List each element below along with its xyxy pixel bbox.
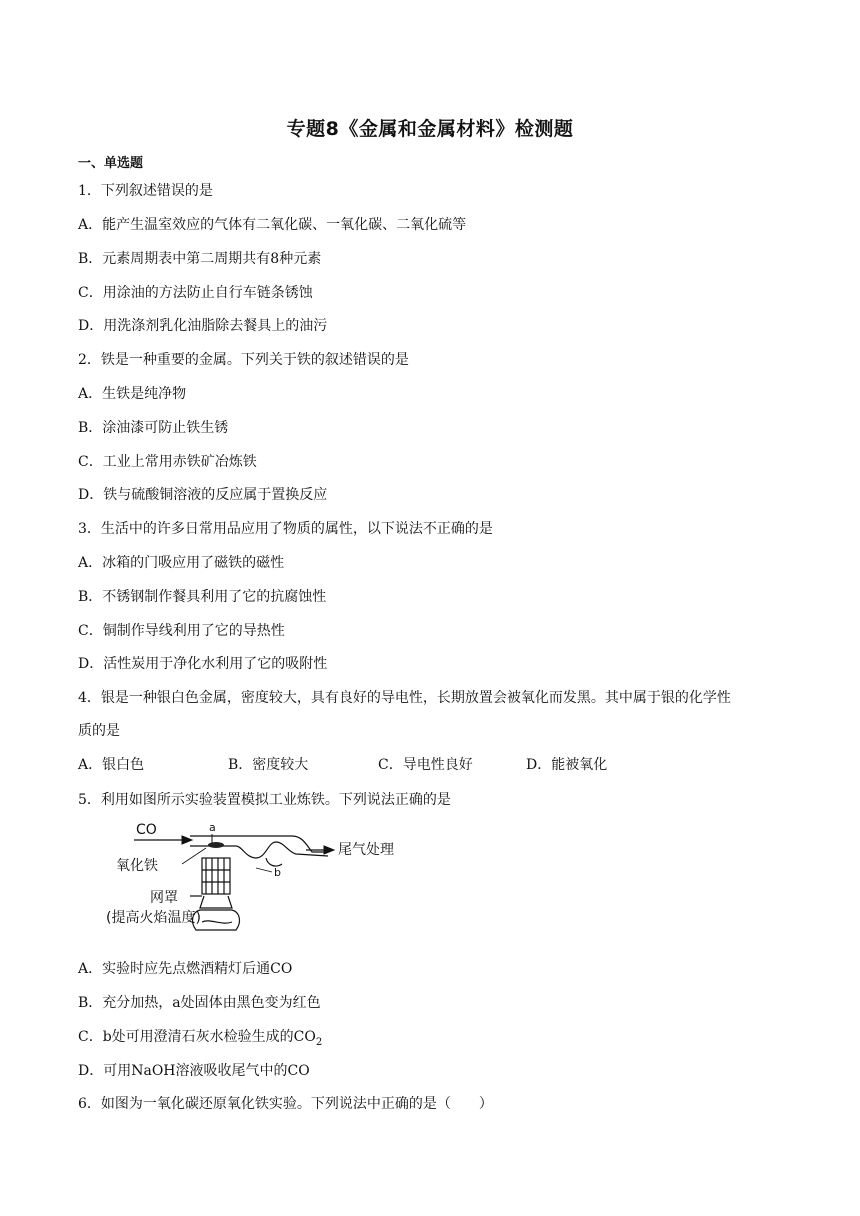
net-label: 网罩	[150, 890, 178, 906]
option-c: C．用涂油的方法防止自行车链条锈蚀	[78, 285, 313, 301]
pointer-b	[256, 868, 272, 872]
question-stem: 6．如图为一氧化碳还原氧化铁实验。下列说法中正确的是（ ）	[78, 1096, 493, 1112]
question-stem: 4．银是一种银白色金属，密度较大，具有良好的导电性，长期放置会被氧化而发黑。其中属于银的化学性	[78, 690, 731, 706]
option-a: A．实验时应先点燃酒精灯后通CO	[78, 961, 293, 977]
flame-label: (提高火焰温度)	[106, 910, 201, 926]
glass-tube	[190, 836, 328, 866]
apparatus-figure	[106, 818, 416, 942]
page-title: 专题8《金属和金属材料》检测题	[286, 118, 574, 140]
option-a: A．银白色	[78, 757, 145, 773]
option-b: B．充分加热，a处固体由黑色变为红色	[78, 995, 321, 1011]
option-d: D．活性炭用于净化水利用了它的吸附性	[78, 656, 328, 672]
option-a: A．冰箱的门吸应用了磁铁的磁性	[78, 555, 285, 571]
section-heading: 一、单选题	[78, 156, 144, 171]
options-row	[78, 754, 638, 774]
option-b: B．元素周期表中第二周期共有8种元素	[78, 251, 322, 267]
option-a: A．能产生温室效应的气体有二氧化碳、一氧化碳、二氧化硫等	[78, 217, 467, 233]
option-d: D．铁与硫酸铜溶液的反应属于置换反应	[78, 487, 328, 503]
option-a: A．生铁是纯净物	[78, 386, 187, 402]
co-label: CO	[136, 822, 157, 838]
option-b: B．密度较大	[228, 757, 309, 773]
option-c	[78, 1026, 322, 1048]
option-c: C．工业上常用赤铁矿冶炼铁	[78, 454, 257, 470]
label-b: b	[274, 866, 281, 879]
iron-oxide-powder	[208, 842, 224, 848]
question-stem: 2．铁是一种重要的金属。下列关于铁的叙述错误的是	[78, 352, 409, 368]
question-stem: 5．利用如图所示实验装置模拟工业炼铁。下列说法正确的是	[78, 792, 451, 808]
option-c: C．导电性良好	[378, 757, 473, 773]
question-stem: 3．生活中的许多日常用品应用了物质的属性，以下说法不正确的是	[78, 521, 493, 537]
option-b: B．涂油漆可防止铁生锈	[78, 420, 229, 436]
tail-gas-arrow	[306, 846, 334, 854]
iron-oxide-label: 氧化铁	[116, 858, 158, 874]
tail-gas-label: 尾气处理	[338, 842, 394, 858]
option-c-text: C．b处可用澄清石灰水检验生成的CO	[78, 1029, 316, 1045]
option-d: D．用洗涤剂乳化油脂除去餐具上的油污	[78, 318, 328, 334]
option-d: D．能被氧化	[526, 757, 608, 773]
option-d: D．可用NaOH溶液吸收尾气中的CO	[78, 1063, 310, 1079]
option-c: C．铜制作导线利用了它的导热性	[78, 623, 285, 639]
subscript: 2	[315, 1036, 323, 1048]
option-b: B．不锈钢制作餐具利用了它的抗腐蚀性	[78, 589, 327, 605]
question-stem-continued: 质的是	[78, 723, 120, 739]
question-stem: 1．下列叙述错误的是	[78, 183, 213, 199]
label-a: a	[209, 821, 216, 834]
